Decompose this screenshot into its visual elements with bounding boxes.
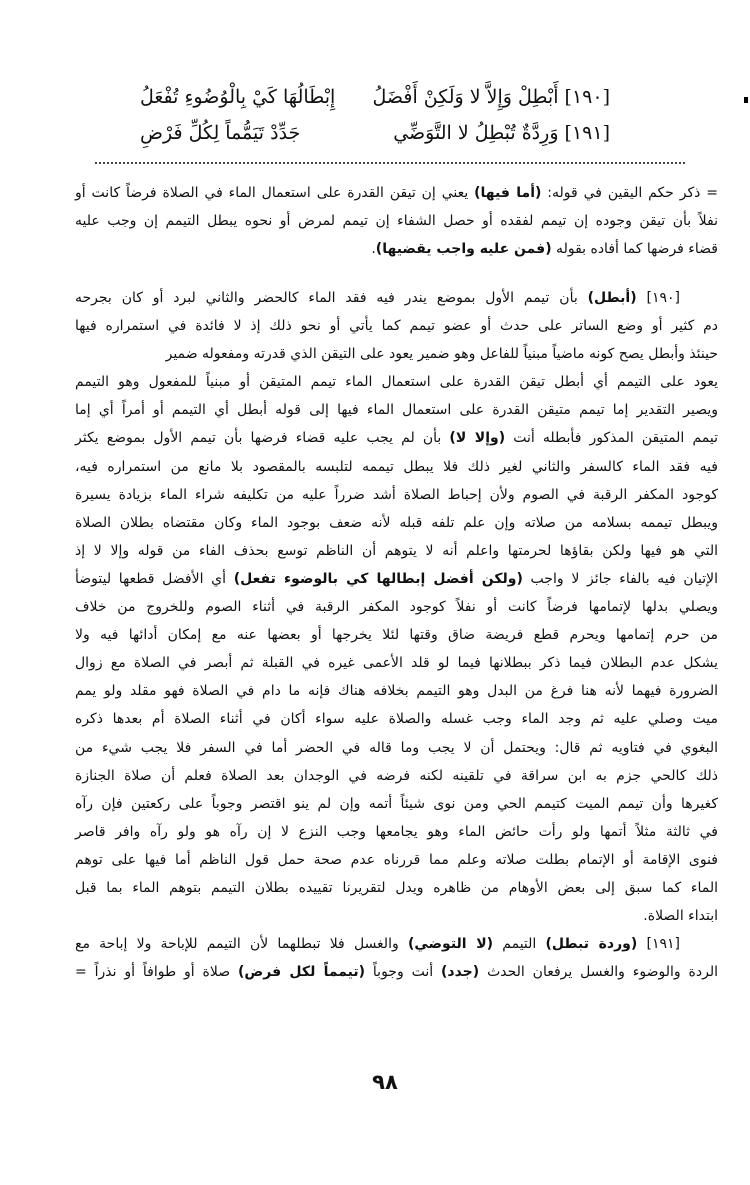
text-segment: كوجود المكفر الرقبة في الصوم ولأن إحباط الصلاة أشد ضرراً عليه من تكليفه شراء الماء بزيادة يسيرة [75,486,718,503]
text-line [75,235,718,263]
text-segment: الضرورة فيهما لأنه هنا فرغ من البدل وهو التيمم بخلافه هناك فإنه ما دام في الصلاة فهو مقلد ولو يمم [75,683,718,700]
commentary-text [75,284,718,986]
text-segment: = ذكر حكم اليقين في قوله: [541,185,718,201]
verse-190 [140,86,610,120]
text-segment: ميت وصلي عليه ثم وجد الماء وجب غسله والصلاة عليه سواء أكان في أثناء الصلاة أم بعدها ذكره [75,711,718,728]
text-segment: أي الأفضل قطعها ليتوضأ [75,570,234,587]
text-segment: [١٩١] [637,936,680,953]
text-line [75,565,718,593]
text-segment: يشكل عدم البطلان فيما ذكر ببطلانها فيما لو قلد الأعمى غيره في القبلة ثم أبصر في الصلاة مع زوال [75,655,718,672]
text-segment: فيه فقد الماء كالسفر والثاني لغير ذلك فلا يبطل تيممه لتلبسه بالمقصود بلا مانع من استمراره فيه، [75,458,718,475]
text-segment: نفلاً بأن تيقن وجوده إن تيمم لفقده أو حصل الشفاء إن تيمم لمرض أو نحوه يبطل التيمم إن وجب عليه [75,213,718,230]
quoted-verse-segment: (أبطل) [587,290,637,306]
quoted-verse-segment: (تيمماً لكل فرض) [238,964,366,981]
quoted-verse-segment: (ولكن أفضل إبطالها كي بالوضوء تفعل) [233,570,523,587]
text-line [75,593,718,621]
page-number: ٩٨ [372,1070,398,1094]
text-line [75,207,718,235]
text-segment: أنت وجوباً [365,964,442,981]
text-line [75,537,718,565]
text-line [75,705,718,733]
dotted-separator [95,162,685,164]
text-segment: فنوى الإقامة أو الإتمام بطلت صلاته وعلم مما قررناه عدم صحة حمل قول الناظم أما فيها على توهم [75,851,718,868]
text-segment: البغوي في فتاويه ثم قال: ويحتمل أن لا يجب وما قاله في الحضر أما في السفر فلا يجب شيء من [75,739,718,756]
text-segment: الماء كما سبق إلى بعض الأوهام من ظاهره ويدل لتقريرنا تقييده بطلان التيمم بتوهم الماء بما قبل [75,879,718,896]
text-line [75,179,718,207]
text-line [75,368,718,396]
text-segment: بأن تيمم الأول بموضع يندر فيه فقد الماء كالحضر والثاني لبرد أو كان بجرحه [75,290,588,306]
text-segment: من حرم إتمامها ويحرم قطع فريضة ضاق وقتها لئلا يخرجها أو بعضها عنه مع إمكان أدائها فيه ولا [75,627,718,644]
text-line [75,902,718,930]
text-segment: التي هو فيها ولكن بقاؤها لحرمتها واعلم أنه لا يتوهم أن الناظم توسع بحذف الفاء من قوله وإلا لا إذ [75,542,718,559]
text-segment: التيمم [493,936,546,953]
text-line [75,734,718,762]
text-segment: كغيرها وأن تيمم الميت كتيمم الحي ومن نوى شيئاً أتمه وإن لم ينو اقتصر وجوباً على ركعتين فإن رآه [75,795,718,812]
text-line [75,762,718,790]
verse-first-hemistich: [١٩١] وَرِدَّةٌ تُبْطِلُ لا التَّوَضِّي [393,122,610,144]
quoted-verse-segment: (فمن عليه واجب يقضيها) [375,241,552,258]
text-line [75,958,718,986]
quoted-verse-segment: (لا التوضي) [407,936,494,953]
text-line [75,396,718,424]
verse-191 [140,122,610,156]
footnote-continuation [75,179,718,263]
text-line [75,846,718,874]
text-segment: ذلك كالحي جزم به ابن سراقة في تلقينه لكنه فرضه في الوجدان بعد الصلاة فعلم أن صلاة الجنازة [75,767,718,784]
verse-second-hemistich: جَدِّدْ تَيَمُّماً لِكُلِّ فَرْضِ [140,122,301,144]
text-line [75,621,718,649]
text-line [75,340,718,368]
text-line [75,453,718,481]
text-segment: والغسل فلا تبطلهما لأن التيمم للإباحة ولا إباحة مع [75,936,408,953]
text-segment: ابتداء الصلاة. [643,908,718,925]
text-segment: ويصير التقدير إما تيمم متيقن القدرة على استعمال الماء فيها إلى قوله أبطل أي التيمم أو أمراً أي إما [75,402,718,419]
text-segment: الردة والوضوء والغسل يرفعان الحدث [479,964,718,981]
text-segment: يعود على التيمم أي أبطل تيقن القدرة على استعمال الماء تيمم المتيقن أو مبنياً للمفعول وهو التيمم [75,374,718,391]
text-line [75,930,718,958]
text-line [75,874,718,902]
quoted-verse-segment: (أما فيها) [474,185,542,201]
text-segment: صلاة أو طوافاً أو نذراً = [75,964,239,981]
text-line [75,818,718,846]
text-segment: قضاء فرضها كما أفاده بقوله [551,241,718,258]
quoted-verse-segment: (وردة تبطل) [545,936,638,953]
text-segment: تيمم المتيقن المذكور فأبطله أنت [505,430,718,447]
text-line [75,790,718,818]
text-segment: ويصلي بدلها لإتمامها فرضاً كانت أو نفلاً كوجود المكفر الرقبة في أثناء الصوم وللخروج من خلاف [75,599,718,616]
verse-first-hemistich: [١٩٠] أَبْطِلْ وَإِلاَّ لا وَلَكِنْ أَفْضَلُ [372,86,610,108]
text-segment: ويبطل تيممه بسلامه من صلاته وإن علم تلفه قبله لأنه ضعف بوجود الماء وكان مقتضاه بطلان الصلاة [75,514,718,531]
text-line [75,312,718,340]
text-segment: الإتيان فيه بالفاء جائز لا واجب [522,570,718,587]
text-line [75,649,718,677]
text-segment: [١٩٠] [636,290,680,306]
text-line [75,284,718,312]
scan-mark [744,97,748,103]
text-line [75,481,718,509]
text-line [75,509,718,537]
quoted-verse-segment: (وإلا لا) [449,430,506,447]
text-segment: يعني إن تيقن القدرة على استعمال الماء في الصلاة فرضاً كانت أو [75,185,475,201]
text-segment: في ثالثة مثلاً أتمها ولو رأت حائض الماء وهو يجامعها وجب النزع لا إن رآه هو ولو رآه وافر قاصر [75,823,718,840]
text-line [75,424,718,452]
text-segment: دم كثير أو وضع الساتر على حدث أو عضو تيمم كما يأتي أو نحو ذلك إذ لا فائدة في استمراره فيها [75,318,718,335]
text-segment: بأن لم يجب عليه قضاء فرضها بأن تيمم الأول بموضع يكثر [75,430,450,447]
verse-second-hemistich: إِبْطَالُهَا كَيْ بِالْوُضُوءِ تُفْعَلُ [140,86,336,108]
text-segment: . [371,241,376,258]
text-line [75,677,718,705]
text-segment: حينئذ وأبطل يصح كونه ماضياً مبنياً للفاعل وهو ضمير يعود على التيقن الذي قدرته ومفعوله ضمير [165,346,718,363]
quoted-verse-segment: (جدد) [441,964,480,981]
